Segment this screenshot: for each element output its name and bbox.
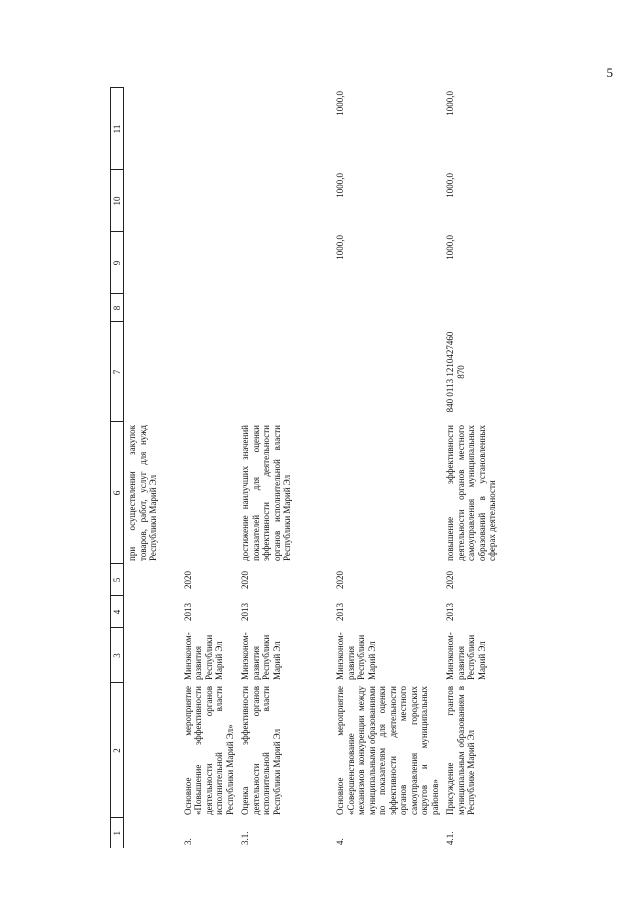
cell-code: [332, 322, 442, 422]
cell-start-year: 2013: [240, 603, 250, 621]
cell-result: достижение наилучших значений показателей для оценки эффективности деятельности органов исполнительной власти Республики Марий Эл: [240, 425, 292, 561]
cell-col10: [237, 170, 332, 232]
cell-end-year: 2020: [240, 571, 250, 589]
cell-col9: [180, 232, 238, 294]
cell-title: Основное мероприятие «Совершенствование механизмов конкуренции между муниципальными образованиями по показателям для оценки эффективности деятельности органов местного самоуправления городских округов и муниципальных районов»: [335, 686, 440, 815]
cell-col8: [332, 294, 442, 322]
cell-code: [124, 322, 180, 422]
cell-result: при осуществлении закупок товаров, работ, услуг для нужд Республики Марий Эл: [127, 425, 158, 561]
cell-number: 4.1.: [445, 831, 455, 845]
cell-start-year: [124, 596, 180, 628]
column-header: 8: [111, 294, 124, 322]
cell-col8: [237, 294, 332, 322]
cell-col9: [237, 232, 332, 294]
cell-col8: [180, 294, 238, 322]
cell-title: Присуждение грантов муниципальным образованиям в Республике Марий Эл: [445, 686, 476, 815]
column-header: 9: [111, 232, 124, 294]
table-row: [237, 88, 332, 848]
cell-title: Основное мероприятие «Повышение эффективности деятельности органов исполнительной власти Республики Марий Эл»: [182, 686, 235, 815]
cell-result: повышение эффективности деятельности органов местного самоуправления муниципальных образований в установленных сферах деятельности: [445, 425, 497, 561]
column-header: 4: [111, 596, 124, 628]
cell-col11: [124, 88, 180, 170]
cell-col11: [180, 88, 238, 170]
table-row: [442, 88, 522, 848]
column-number-row: [111, 88, 124, 848]
cell-col9: 1000,0: [335, 235, 345, 260]
column-header: 6: [111, 422, 124, 564]
cell-col10: 1000,0: [335, 173, 345, 198]
cell-executor: Минэконом-развития Республики Марий Эл: [335, 632, 377, 680]
cell-end-year: [124, 564, 180, 596]
table-row: [124, 88, 180, 848]
table-row: [180, 88, 238, 848]
cell-executor: [124, 628, 180, 683]
cell-start-year: 2013: [182, 603, 193, 621]
cell-result: [332, 422, 442, 564]
cell-number: 3.: [182, 838, 193, 845]
column-header: 10: [111, 170, 124, 232]
cell-executor: Минэконом-развития Республики Марий Эл: [182, 632, 224, 680]
cell-code: 840 0113 1210427460 870: [445, 331, 466, 413]
cell-col11: [237, 88, 332, 170]
cell-col10: 1000,0: [445, 173, 455, 198]
cell-col11: 1000,0: [335, 91, 345, 116]
cell-col8: [124, 294, 180, 322]
program-table: [110, 88, 522, 849]
column-header: 5: [111, 564, 124, 596]
page-number: 5: [606, 65, 613, 80]
cell-col8: [442, 294, 522, 322]
rotated-table-frame: [110, 88, 510, 848]
cell-code: [180, 322, 238, 422]
cell-end-year: 2020: [182, 571, 193, 589]
cell-col9: [124, 232, 180, 294]
cell-number: 3.1.: [240, 831, 250, 845]
cell-end-year: 2020: [335, 571, 345, 589]
cell-executor: Минэконом-развития Республики Марий Эл: [240, 632, 282, 680]
cell-title: Оценка эффективности деятельности органов исполнительной власти Республики Марий Эл: [240, 686, 282, 815]
cell-col10: [180, 170, 238, 232]
cell-col10: [124, 170, 180, 232]
cell-end-year: 2020: [445, 571, 455, 589]
cell-number: 4.: [335, 838, 345, 845]
column-header: 2: [111, 683, 124, 818]
cell-code: [237, 322, 332, 422]
cell-title: [124, 683, 180, 818]
cell-executor: Минэконом-развития Республики Марий Эл: [445, 632, 487, 680]
cell-col11: 1000,0: [445, 91, 455, 116]
table-row: [332, 88, 442, 848]
column-header: 7: [111, 322, 124, 422]
column-header: 3: [111, 628, 124, 683]
cell-col9: 1000,0: [445, 235, 455, 260]
column-header: 11: [111, 88, 124, 170]
cell-result: [180, 422, 238, 564]
cell-start-year: 2013: [335, 603, 345, 621]
cell-start-year: 2013: [445, 603, 455, 621]
cell-number: [124, 818, 180, 848]
column-header: 1: [111, 818, 124, 848]
